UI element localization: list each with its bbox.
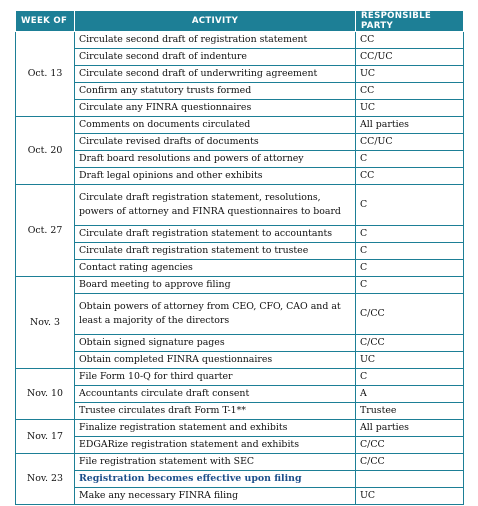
week-cell: Nov. 10 [16,369,75,420]
table-row [16,49,464,66]
header-week-of: WEEK OF [16,11,75,32]
responsible-party-cell: Trustee [356,403,464,420]
activity-cell: Contact rating agencies [75,260,356,277]
footer-text [15,500,475,506]
table-header [16,11,464,32]
table-row [16,117,464,134]
activity-cell: Circulate second draft of underwriting agreement [75,66,356,83]
week-cell: Nov. 17 [16,420,75,454]
table-row [16,294,464,335]
responsible-party-cell: All parties [356,117,464,134]
table-row [16,32,464,49]
table-row [16,437,464,454]
activity-cell: Circulate draft registration statement to accountants [75,226,356,243]
responsible-party-cell: All parties [356,420,464,437]
activity-cell: Circulate draft registration statement to trustee [75,243,356,260]
header-row [16,11,464,32]
table-row [16,243,464,260]
responsible-party-cell: C [356,185,464,226]
week-cell: Nov. 3 [16,277,75,369]
table-row [16,66,464,83]
responsible-party-cell: CC/UC [356,134,464,151]
activity-cell: Draft board resolutions and powers of attorney [75,151,356,168]
responsible-party-cell: C [356,277,464,294]
table-row [16,226,464,243]
activity-cell: Obtain powers of attorney from CEO, CFO, CAO and at least a majority of the directors [75,294,356,335]
activity-cell: Make any necessary FINRA filing [75,488,356,505]
week-cell: Oct. 20 [16,117,75,185]
table-row [16,420,464,437]
activity-cell: Circulate second draft of registration statement [75,32,356,49]
activity-cell: Trustee circulates draft Form T-1** [75,403,356,420]
table-row [16,277,464,294]
table-row [16,260,464,277]
responsible-party-cell: UC [356,66,464,83]
header-responsible-party: RESPONSIBLE PARTY [356,11,464,32]
table-row [16,151,464,168]
activity-cell: Draft legal opinions and other exhibits [75,168,356,185]
activity-cell: Circulate revised drafts of documents [75,134,356,151]
activity-cell: Board meeting to approve filing [75,277,356,294]
table-row [16,185,464,226]
activity-cell: EDGARize registration statement and exhibits [75,437,356,454]
activity-cell: Circulate draft registration statement, resolutions, powers of attorney and FINRA questionnaires to board [75,185,356,226]
table-row [16,168,464,185]
table-row [16,386,464,403]
table-body [16,32,464,505]
responsible-party-cell: C [356,243,464,260]
responsible-party-cell: C [356,226,464,243]
responsible-party-cell: C [356,260,464,277]
week-cell: Oct. 13 [16,32,75,117]
responsible-party-cell: CC [356,168,464,185]
activity-cell: Comments on documents circulated [75,117,356,134]
activity-cell: Finalize registration statement and exhibits [75,420,356,437]
schedule-table [15,10,464,505]
responsible-party-cell: C/CC [356,335,464,352]
activity-cell: File Form 10-Q for third quarter [75,369,356,386]
header-activity: ACTIVITY [75,11,356,32]
week-cell: Nov. 23 [16,454,75,505]
activity-cell: Obtain signed signature pages [75,335,356,352]
activity-cell-highlighted: Registration becomes effective upon filing [75,471,356,488]
table-row [16,403,464,420]
activity-cell: Confirm any statutory trusts formed [75,83,356,100]
table-row [16,335,464,352]
table-row [16,352,464,369]
responsible-party-cell: CC [356,32,464,49]
responsible-party-cell: UC [356,488,464,505]
table-row [16,83,464,100]
week-cell: Oct. 27 [16,185,75,277]
table-row [16,100,464,117]
responsible-party-cell: C [356,151,464,168]
table-row [16,454,464,471]
responsible-party-cell: C/CC [356,454,464,471]
responsible-party-cell: UC [356,100,464,117]
activity-cell: Accountants circulate draft consent [75,386,356,403]
responsible-party-cell: CC/UC [356,49,464,66]
activity-cell: Obtain completed FINRA questionnaires [75,352,356,369]
activity-cell: File registration statement with SEC [75,454,356,471]
table-row [16,471,464,488]
responsible-party-cell: C [356,369,464,386]
table-row [16,369,464,386]
responsible-party-cell: C/CC [356,294,464,335]
responsible-party-cell: CC [356,83,464,100]
responsible-party-cell: C/CC [356,437,464,454]
responsible-party-cell: A [356,386,464,403]
responsible-party-cell: UC [356,352,464,369]
activity-cell: Circulate second draft of indenture [75,49,356,66]
responsible-party-cell [356,471,464,488]
table-row [16,134,464,151]
activity-cell: Circulate any FINRA questionnaires [75,100,356,117]
